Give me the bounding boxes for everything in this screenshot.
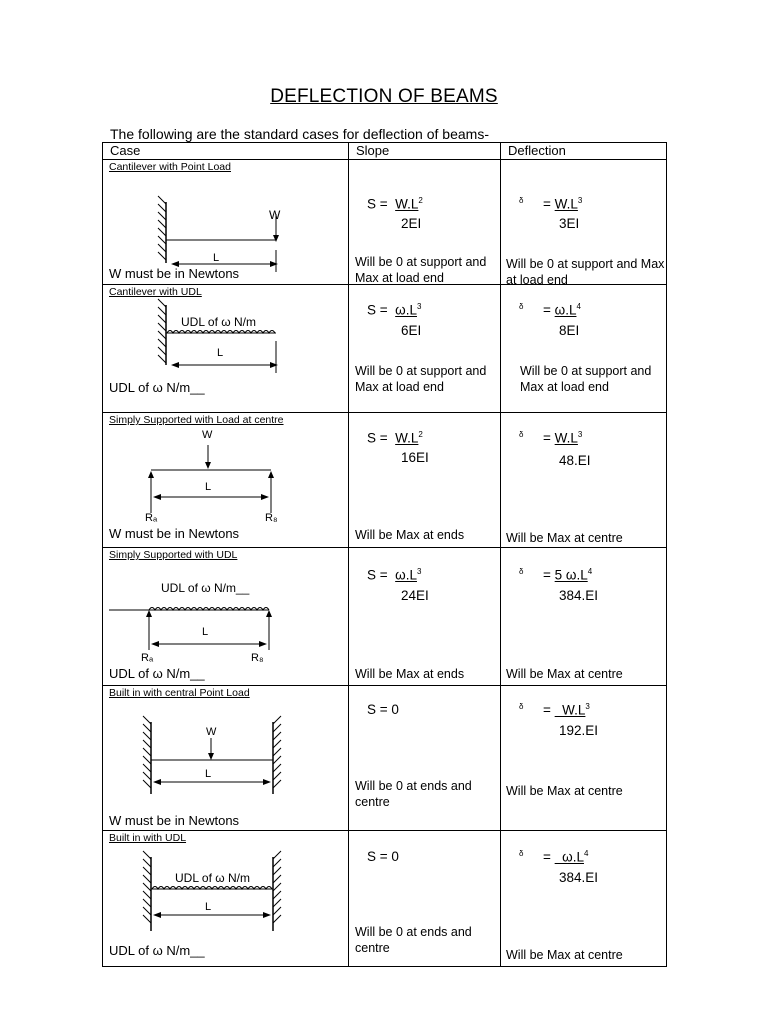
deflection-denominator: 3EI bbox=[559, 216, 580, 231]
slope-cell bbox=[349, 413, 501, 548]
header-slope: Slope bbox=[349, 143, 501, 160]
built-in-point-load-diagram bbox=[103, 686, 349, 830]
slope-remark: Will be 0 at ends and centre bbox=[355, 925, 472, 955]
case-cell bbox=[103, 548, 349, 686]
load-label: UDL of ω N/m bbox=[181, 315, 256, 329]
deflection-formula: = $W.L^3$ bbox=[543, 196, 583, 212]
table-header-row bbox=[103, 143, 667, 160]
table-row bbox=[103, 413, 667, 548]
table-row bbox=[103, 548, 667, 686]
deflection-cell bbox=[501, 285, 667, 413]
deflection-cell bbox=[501, 548, 667, 686]
table-row bbox=[103, 686, 667, 831]
slope-remark: Will be Max at ends bbox=[355, 528, 465, 542]
deflection-formula: = $W.L^3$ bbox=[543, 430, 583, 446]
slope-formula: $S = W.L^2$ bbox=[367, 430, 423, 446]
load-label: W bbox=[206, 726, 217, 738]
case-title: Simply Supported with Load at centre bbox=[109, 414, 284, 426]
slope-remark: Will be 0 at support and Max at load end bbox=[355, 255, 487, 285]
deflection-table bbox=[102, 142, 667, 967]
deflection-denominator: 8EI bbox=[559, 323, 580, 338]
deflection-formula: = $\omega.L^4$ bbox=[543, 849, 589, 865]
slope-cell bbox=[349, 686, 501, 831]
deflection-remark: Will be Max at centre bbox=[506, 784, 623, 798]
header-case: Case bbox=[103, 143, 349, 160]
deflection-remark: Will be Max at centre bbox=[506, 667, 623, 681]
slope-denominator: 6EI bbox=[401, 323, 422, 338]
length-label: L bbox=[205, 768, 212, 780]
slope-remark: Will be 0 at support and Max at load end bbox=[355, 364, 487, 394]
case-cell bbox=[103, 831, 349, 967]
case-note: UDL of ω N/m__ bbox=[109, 943, 205, 958]
delta-symbol: δ bbox=[519, 849, 524, 858]
case-note: W must be in Newtons bbox=[109, 526, 240, 541]
case-title: Built in with central Point Load bbox=[109, 687, 250, 699]
length-label: L bbox=[202, 626, 209, 638]
case-title: Cantilever with UDL bbox=[109, 286, 202, 298]
reaction-a-label: Rₐ bbox=[141, 652, 154, 664]
slope-remark: Will be 0 at ends and centre bbox=[355, 779, 472, 809]
length-label: L bbox=[217, 347, 224, 359]
deflection-formula: = $W.L^3$ bbox=[543, 702, 590, 718]
slope-cell bbox=[349, 285, 501, 413]
slope-cell bbox=[349, 548, 501, 686]
length-label: L bbox=[205, 901, 212, 913]
case-title: Simply Supported with UDL bbox=[109, 549, 238, 561]
slope-cell bbox=[349, 160, 501, 285]
deflection-cell bbox=[501, 160, 667, 285]
case-title: Built in with UDL bbox=[109, 832, 187, 844]
load-label: UDL of ω N/m__ bbox=[161, 581, 250, 595]
table-row bbox=[103, 160, 667, 285]
deflection-formula: = $\omega.L^4$ bbox=[543, 302, 581, 318]
deflection-denominator: 384.EI bbox=[559, 870, 599, 885]
table-row bbox=[103, 831, 667, 967]
delta-symbol: δ bbox=[519, 567, 524, 576]
simply-supported-udl-diagram bbox=[103, 548, 349, 685]
deflection-denominator: 384.EI bbox=[559, 588, 599, 603]
slope-formula: $S = \omega.L^3$ bbox=[367, 567, 422, 583]
slope-formula: S = 0 bbox=[367, 702, 399, 717]
deflection-cell bbox=[501, 686, 667, 831]
delta-symbol: δ bbox=[519, 702, 524, 711]
delta-symbol: δ bbox=[519, 196, 524, 205]
case-cell bbox=[103, 285, 349, 413]
deflection-denominator: 48.EI bbox=[559, 453, 591, 468]
intro-text: The following are the standard cases for deflection of beams- bbox=[110, 126, 489, 142]
deflection-denominator: 192.EI bbox=[559, 723, 599, 738]
deflection-formula: = 5 $\omega.L^4$ bbox=[543, 567, 593, 583]
case-note: W must be in Newtons bbox=[109, 813, 240, 828]
case-cell bbox=[103, 686, 349, 831]
slope-formula: $S = W.L^2$ bbox=[367, 196, 423, 212]
header-deflection: Deflection bbox=[501, 143, 667, 160]
case-note: UDL of ω N/m__ bbox=[109, 666, 205, 681]
deflection-cell bbox=[501, 831, 667, 967]
deflection-remark: Will be Max at centre bbox=[506, 531, 623, 545]
page-title: DEFLECTION OF BEAMS bbox=[270, 86, 498, 107]
load-label: W bbox=[202, 429, 213, 441]
case-note: W must be in Newtons bbox=[109, 266, 240, 281]
case-cell bbox=[103, 160, 349, 285]
delta-symbol: δ bbox=[519, 302, 524, 311]
table-row bbox=[103, 285, 667, 413]
deflection-remark: Will be 0 at support and Max at load end bbox=[520, 364, 652, 394]
slope-denominator: 16EI bbox=[401, 450, 429, 465]
slope-formula: S = 0 bbox=[367, 849, 399, 864]
load-label: W bbox=[269, 208, 281, 222]
slope-formula: $S = \omega.L^3$ bbox=[367, 302, 422, 318]
slope-denominator: 2EI bbox=[401, 216, 422, 231]
reaction-a-label: Rₐ bbox=[145, 512, 158, 524]
deflection-remark: Will be Max at centre bbox=[506, 948, 623, 962]
length-label: L bbox=[213, 252, 220, 264]
slope-denominator: 24EI bbox=[401, 588, 429, 603]
slope-remark: Will be Max at ends bbox=[355, 667, 465, 681]
reaction-b-label: R₈ bbox=[265, 512, 278, 524]
slope-cell bbox=[349, 831, 501, 967]
deflection-remark: Will be 0 at support and Max at load end bbox=[506, 257, 665, 287]
load-label: UDL of ω N/m bbox=[175, 871, 250, 885]
reaction-b-label: R₈ bbox=[251, 652, 264, 664]
case-note: UDL of ω N/m__ bbox=[109, 380, 205, 395]
case-title: Cantilever with Point Load bbox=[109, 161, 231, 173]
delta-symbol: δ bbox=[519, 430, 524, 439]
case-cell bbox=[103, 413, 349, 548]
length-label: L bbox=[205, 481, 212, 493]
deflection-cell bbox=[501, 413, 667, 548]
